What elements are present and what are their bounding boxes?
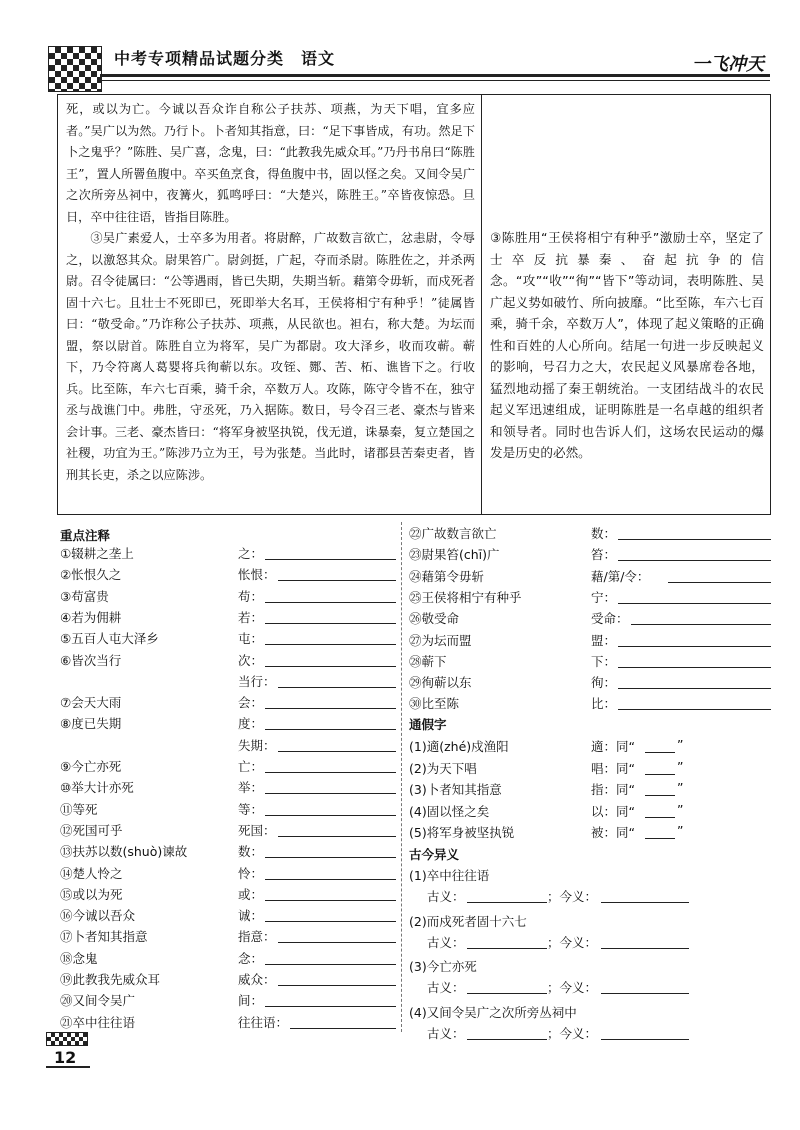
note-item	[60, 651, 398, 671]
note-question: ㉕王侯将相宁有种乎	[409, 589, 522, 605]
note-label: 若：	[238, 609, 264, 625]
note-question: ⑦会天大雨	[60, 695, 122, 711]
gujin-question: (2)而戍死者固十六七	[409, 913, 527, 929]
note-question: ⑳又间令吴广	[60, 993, 136, 1009]
note-label: 威众：	[238, 972, 276, 987]
answer-blank[interactable]	[265, 1006, 396, 1007]
passage-text	[58, 95, 482, 514]
note-question: ㉒广故数言欲亡	[409, 526, 497, 541]
header-rule-thin	[100, 80, 770, 81]
note-question: ⑪等死	[60, 801, 98, 817]
note-label: 死国：	[238, 822, 276, 838]
header-title: 中考专项精品试题分类 语文	[114, 49, 336, 68]
note-label: 往往语：	[238, 1014, 289, 1030]
note-item	[60, 778, 398, 798]
note-label: 度：	[238, 716, 264, 732]
note-item	[60, 864, 398, 884]
note-item	[60, 1013, 398, 1033]
note-label: 念：	[238, 950, 264, 966]
note-question: ⑲此教我先威众耳	[60, 972, 161, 987]
note-question: ⑥皆次当行	[60, 652, 122, 668]
answer-blank[interactable]	[265, 793, 396, 794]
gujin-question: (1)卒中往往语	[409, 868, 490, 883]
note-item	[60, 842, 398, 862]
note-label: 怜：	[238, 865, 264, 881]
answer-blank[interactable]	[265, 666, 396, 667]
answer-blank[interactable]	[265, 559, 396, 560]
note-question: ㉑卒中往往语	[60, 1014, 136, 1030]
gujin-answer	[409, 933, 771, 953]
answer-blank[interactable]	[265, 900, 396, 901]
answer-blank[interactable]	[601, 993, 689, 994]
note-question: ⑫死国可乎	[60, 822, 123, 838]
tongjia-quote-end: ”	[677, 823, 684, 838]
note-item	[60, 821, 398, 841]
answer-blank[interactable]	[278, 687, 397, 688]
note-question: ㉔藉第令毋斩	[409, 568, 485, 584]
note-question: ③苟富贵	[60, 588, 109, 604]
note-question: ㉗为坛而盟	[409, 632, 472, 648]
gujin-item	[409, 1003, 771, 1023]
notes-title: 重点注释	[60, 528, 111, 543]
note-label: 次：	[238, 652, 264, 668]
answer-blank[interactable]	[601, 1039, 689, 1040]
note-label: 举：	[238, 780, 264, 796]
checkered-flag-logo	[48, 46, 102, 92]
tongjia-item	[409, 780, 771, 800]
answer-blank[interactable]	[278, 942, 397, 943]
note-label: 数：	[591, 526, 617, 541]
note-item	[60, 757, 398, 777]
note-label: 盟：	[591, 632, 617, 648]
note-question: ㉓尉果笞(chī)广	[409, 547, 500, 563]
answer-blank[interactable]	[631, 624, 772, 625]
tongjia-item	[409, 759, 771, 779]
answer-blank[interactable]	[645, 838, 675, 839]
note-item	[409, 652, 771, 672]
note-question: ⑮或以为死	[60, 886, 123, 902]
note-question: ⑨今亡亦死	[60, 759, 122, 774]
note-item	[409, 567, 771, 587]
note-label: 苟：	[238, 588, 264, 604]
note-question: ⑤五百人屯大泽乡	[60, 631, 159, 647]
gujin-gu-label: 古义：	[427, 980, 465, 995]
note-question: ②怅恨久之	[60, 567, 122, 583]
answer-blank[interactable]	[645, 774, 675, 775]
gujin-question: (4)又间令吴广之次所旁丛祠中	[409, 1004, 577, 1020]
answer-blank[interactable]	[265, 644, 396, 645]
gujin-item	[409, 866, 771, 886]
answer-blank[interactable]	[618, 709, 771, 710]
answer-blank[interactable]	[645, 752, 675, 753]
note-item	[60, 736, 398, 756]
note-label: 怅恨：	[238, 567, 276, 583]
answer-blank[interactable]	[467, 993, 547, 994]
note-item	[409, 631, 771, 651]
tongjia-label: 以：同“	[591, 803, 635, 819]
note-item	[60, 565, 398, 585]
note-item	[60, 970, 398, 990]
note-item	[409, 545, 771, 565]
tongjia-quote-end: ”	[677, 801, 684, 817]
answer-blank[interactable]	[278, 836, 397, 837]
note-item	[60, 629, 398, 649]
note-item	[409, 609, 771, 629]
note-question: ⑩举大计亦死	[60, 780, 134, 796]
page-number-badge	[46, 1032, 92, 1068]
tongjia-label: 適：同“	[591, 739, 635, 754]
gujin-item	[409, 957, 771, 977]
note-label: 会：	[238, 695, 264, 711]
note-label: 指意：	[238, 929, 276, 945]
gujin-gu-label: 古义：	[427, 1025, 465, 1041]
note-label: 受命：	[591, 611, 629, 627]
passage-table	[57, 94, 771, 515]
answer-blank[interactable]	[668, 582, 771, 583]
answer-blank[interactable]	[265, 815, 396, 816]
note-item	[60, 587, 398, 607]
tongjia-question: (1)適(zhé)戍渔阳	[409, 739, 509, 754]
note-item	[60, 544, 398, 564]
tongjia-item	[409, 823, 771, 843]
note-item	[60, 608, 398, 628]
answer-blank[interactable]	[467, 1039, 547, 1040]
answer-blank[interactable]	[265, 857, 396, 858]
note-label: 数：	[238, 844, 264, 860]
tongjia-question: (5)将军身被坚执锐	[409, 825, 515, 840]
tongjia-quote-end: ”	[677, 737, 684, 752]
gujin-gu-label: 古义：	[427, 934, 465, 950]
note-label: 诚：	[238, 908, 264, 924]
answer-blank[interactable]	[618, 667, 771, 668]
answer-blank[interactable]	[645, 817, 675, 818]
note-label: 之：	[238, 546, 264, 561]
note-item	[409, 694, 771, 714]
note-label: 笞：	[591, 547, 617, 563]
answer-blank[interactable]	[265, 921, 396, 922]
note-item	[409, 673, 771, 693]
answer-blank[interactable]	[618, 688, 771, 689]
answer-blank[interactable]	[265, 964, 396, 965]
gujin-jin-label: ；今义：	[547, 889, 598, 904]
note-question: ⑯今诚以吾众	[60, 908, 136, 924]
tongjia-item	[409, 737, 771, 757]
answer-blank[interactable]	[601, 948, 689, 949]
gujin-jin-label: ；今义：	[547, 980, 598, 995]
tongjia-quote-end: ”	[677, 780, 684, 795]
note-question: ⑬扶苏以数(shuò)谏故	[60, 844, 188, 860]
note-item	[409, 588, 771, 608]
note-item	[60, 906, 398, 926]
column-divider	[401, 522, 402, 1032]
answer-blank[interactable]	[618, 603, 771, 604]
note-question: ⑱念鬼	[60, 950, 98, 966]
note-item	[60, 991, 398, 1011]
tongjia-question: (3)卜者知其指意	[409, 782, 502, 797]
answer-blank[interactable]	[265, 602, 396, 603]
gujin-answer	[409, 887, 771, 907]
answer-blank[interactable]	[467, 902, 547, 903]
note-label: 当行：	[238, 673, 276, 689]
note-label: 亡：	[238, 759, 264, 774]
tongjia-question: (2)为天下唱	[409, 760, 477, 776]
note-label: 藉/第/令：	[591, 568, 650, 584]
gujin-jin-label: ；今义：	[547, 934, 598, 950]
gujin-answer	[409, 978, 771, 998]
note-question: ㉙徇蕲以东	[409, 675, 472, 691]
header-brand: 一飞冲天	[692, 54, 764, 75]
note-question: ㉖敬受命	[409, 611, 460, 627]
gujin-gu-label: 古义：	[427, 889, 465, 904]
tongjia-item	[409, 802, 771, 822]
note-item	[409, 524, 771, 544]
note-label: 或：	[238, 886, 264, 902]
answer-blank[interactable]	[467, 948, 547, 949]
note-question: ⑧度已失期	[60, 716, 122, 732]
checkered-flag-icon	[46, 1032, 88, 1046]
note-label: 宁：	[591, 589, 617, 605]
tongjia-title: 通假字	[409, 717, 447, 732]
note-label: 比：	[591, 696, 617, 712]
answer-blank[interactable]	[265, 623, 396, 624]
note-question: ㉘蕲下	[409, 653, 447, 669]
tongjia-question: (4)固以怪之矣	[409, 803, 490, 819]
note-item	[60, 927, 398, 947]
note-question: ④若为佣耕	[60, 609, 122, 625]
gujin-jin-label: ；今义：	[547, 1025, 598, 1041]
answer-blank[interactable]	[278, 751, 397, 752]
note-label: 间：	[238, 993, 264, 1009]
note-label: 下：	[591, 653, 617, 669]
tongjia-label: 指：同“	[591, 782, 635, 797]
answer-blank[interactable]	[618, 539, 771, 540]
answer-blank[interactable]	[290, 1028, 396, 1029]
answer-blank[interactable]	[618, 560, 771, 561]
page-number: 12	[54, 1048, 77, 1067]
answer-blank[interactable]	[278, 985, 397, 986]
note-label: 等：	[238, 801, 264, 817]
page-header	[48, 40, 770, 92]
answer-blank[interactable]	[265, 772, 396, 773]
gujin-item	[409, 912, 771, 932]
answer-blank[interactable]	[601, 902, 689, 903]
gujin-answer	[409, 1024, 771, 1044]
passage-paragraph-2: ③吴广素爱人，士卒多为用者。将尉醉，广故数言欲亡，忿恚尉，令辱之，以激怒其众。尉果笞广。尉剑挺，广起，夺而杀尉。陈胜佐之，并杀两尉。召令徒属曰：“公等遇雨，皆已失期，失期当斩。藉第令毋斩，而戍死者固十六七。且壮士不死即已，死即举大名耳，王侯将相宁有种乎！”徒属皆曰：“敬受命。”乃诈称公子扶苏、项燕，从民欲也。袒右，称大楚。为坛而盟，祭以尉首。陈胜自立为将军，吴广为都尉。攻大泽乡，收而攻蕲。蕲下，乃令符离人葛婴将兵徇蕲以东。攻铚、酂、苦、柘、谯皆下之。行收兵。比至陈，车六七百乘，骑千余，卒数万人。攻陈，陈守令皆不在，独守丞与战谯门中。弗胜，守丞死，乃入据陈。数日，号令召三老、豪杰与皆来会计事。三老、豪杰皆曰：“将军身被坚执锐，伐无道，诛暴秦，复立楚国之社稷，功宜为王。”陈涉乃立为王，号为张楚。当此时，诸郡县苦秦吏者，皆刑其长吏，杀之以应陈涉。	[66, 231, 475, 482]
answer-blank[interactable]	[278, 580, 397, 581]
note-label: 失期：	[238, 737, 276, 753]
answer-blank[interactable]	[265, 708, 396, 709]
note-question: ⑭楚人怜之	[60, 865, 123, 881]
gujin-title: 古今异义	[409, 847, 460, 862]
gujin-question: (3)今亡亦死	[409, 959, 477, 974]
note-label: 徇：	[591, 675, 617, 691]
note-label: 屯：	[238, 631, 264, 647]
note-question: ⑰卜者知其指意	[60, 929, 148, 945]
note-item	[60, 714, 398, 734]
answer-blank[interactable]	[265, 879, 396, 880]
note-item	[60, 885, 398, 905]
answer-blank[interactable]	[645, 795, 675, 796]
passage-paragraph-1: 死，或以为亡。今诚以吾众诈自称公子扶苏、项燕，为天下唱，宜多应者。”吴广以为然。乃行卜。卜者知其指意，曰：“足下事皆成，有功。然足下卜之鬼乎？”陈胜、吴广喜，念鬼，曰：“此教我先威众耳。”乃丹书帛曰“陈胜王”，置人所罾鱼腹中。卒买鱼烹食，得鱼腹中书，固以怪之矣。又间令吴广之次所旁丛祠中，夜篝火，狐鸣呼曰：“大楚兴，陈胜王。”卒皆夜惊恐。旦日，卒中往往语，皆指目陈胜。	[66, 102, 475, 224]
note-item	[60, 693, 398, 713]
answer-blank[interactable]	[265, 729, 396, 730]
note-item	[60, 800, 398, 820]
page-number-base	[46, 1066, 90, 1068]
header-rule	[100, 74, 770, 77]
analysis-text: ③陈胜用“王侯将相宁有种乎”激励士卒，坚定了士卒反抗暴秦、奋起抗争的信念。“攻”“收”“徇”“皆下”等动词，表明陈胜、吴广起义势如破竹、所向披靡。“比至陈，车六七百乘，骑千余，卒数万人”，体现了起义策略的正确性和百姓的人心所向。结尾一句进一步反映起义的影响，号召力之大，农民起义风暴席卷各地，猛烈地动摇了秦王朝统治。一支团结战斗的农民起义军迅速组成，证明陈胜是一名卓越的组织者和领导者。同时也告诉人们，这场农民运动的爆发是历史的必然。	[490, 230, 764, 460]
answer-blank[interactable]	[618, 646, 771, 647]
tongjia-quote-end: ”	[677, 758, 684, 774]
tongjia-label: 被：同“	[591, 825, 635, 840]
note-item	[60, 672, 398, 692]
note-question: ①辍耕之垄上	[60, 546, 134, 561]
tongjia-label: 唱：同“	[591, 760, 635, 776]
note-item	[60, 949, 398, 969]
note-question: ㉚比至陈	[409, 696, 460, 712]
